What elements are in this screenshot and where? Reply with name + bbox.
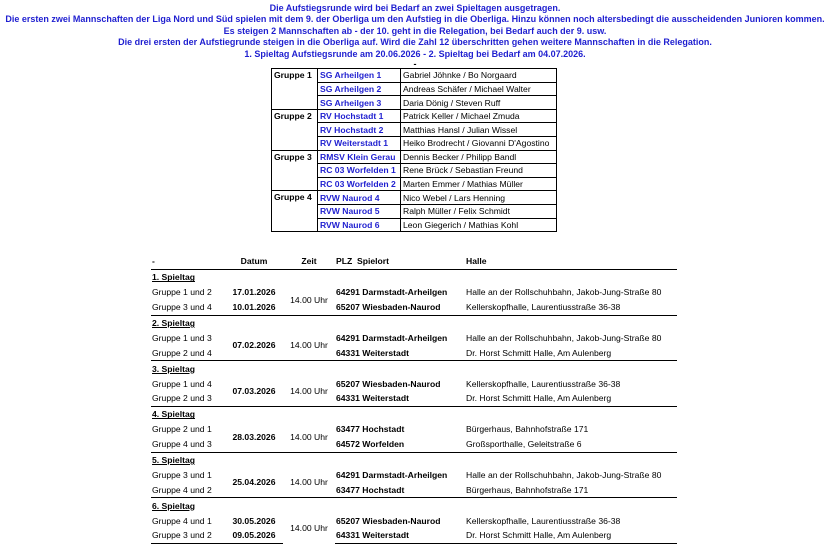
match-row (151, 330, 677, 345)
match-date: 28.03.2026 (232, 431, 276, 442)
match-time: 14.00 Uhr (290, 294, 328, 305)
match-row (151, 285, 677, 300)
match-hall: Bürgerhaus, Bahnhofstraße 171 (465, 482, 677, 497)
group-row (272, 109, 557, 123)
matchday-title: 2. Spieltag (151, 315, 677, 330)
team-name: RVW Naurod 4 (318, 191, 401, 205)
match-venue: 65207 Wiesbaden-Naurod (335, 300, 465, 315)
team-players: Marten Emmer / Mathias Müller (401, 177, 557, 191)
team-players: Daria Dönig / Steven Ruff (401, 96, 557, 110)
match-date: 09.05.2026 (225, 528, 283, 543)
team-name: RC 03 Worfelden 2 (318, 177, 401, 191)
match-hall: Dr. Horst Schmitt Halle, Am Aulenberg (465, 528, 677, 543)
team-players: Ralph Müller / Felix Schmidt (401, 204, 557, 218)
team-name: SG Arheilgen 1 (318, 69, 401, 83)
match-date: 17.01.2026 (232, 287, 276, 298)
match-hall: Dr. Horst Schmitt Halle, Am Aulenberg (465, 391, 677, 406)
matchday-title: 1. Spieltag (151, 269, 677, 284)
header-date: Datum (225, 254, 283, 269)
match-venue: 64572 Worfelden (335, 437, 465, 452)
match-venue: 63477 Hochstadt (335, 482, 465, 497)
intro-line: Die ersten zwei Mannschaften der Liga Nord und Süd spielen mit dem 9. der Oberliga um den Aufstieg in die Oberliga. Hinzu können noch altersbedingt die ausscheidenden Junioren kommen. (5, 14, 825, 25)
matchday-header (151, 269, 677, 284)
intro-line: 1. Spieltag Aufstiegsrunde am 20.06.2026 - 2. Spieltag bei Bedarf am 04.07.2026. (244, 48, 586, 59)
team-players: Andreas Schäfer / Michael Walter (401, 82, 557, 96)
match-venue: 63477 Hochstadt (336, 424, 405, 435)
schedule-header-row (151, 254, 677, 269)
team-players: Patrick Keller / Michael Zmuda (401, 109, 557, 123)
match-hall: Großsporthalle, Geleitstraße 6 (465, 437, 677, 452)
match-venue: 64291 Darmstadt-Arheilgen (336, 332, 448, 343)
team-name: RVW Naurod 6 (318, 218, 401, 232)
match-time: 14.00 Uhr (290, 386, 328, 397)
team-name: RC 03 Worfelden 1 (318, 164, 401, 178)
team-players: Gabriel Jöhnke / Bo Norgaard (401, 69, 557, 83)
match-groups: Gruppe 1 und 4 (152, 378, 212, 389)
match-row (151, 422, 677, 437)
match-venue: 65207 Wiesbaden-Naurod (336, 378, 441, 389)
matchday-header (151, 406, 677, 421)
match-groups: Gruppe 3 und 4 (151, 300, 225, 315)
header-time: Zeit (283, 254, 335, 269)
team-name: SG Arheilgen 2 (318, 82, 401, 96)
groups-table (271, 68, 557, 232)
match-groups: Gruppe 4 und 3 (151, 437, 225, 452)
match-venue: 64331 Weiterstadt (335, 391, 465, 406)
header-venue: PLZ Spielort (335, 254, 465, 269)
matchday-header (151, 315, 677, 330)
matchday-title: 5. Spieltag (151, 452, 677, 467)
match-hall: Kellerskopfhalle, Laurentiusstraße 36-38 (465, 300, 677, 315)
match-row (151, 300, 677, 315)
match-time: 14.00 Uhr (290, 431, 328, 442)
group-row (272, 69, 557, 83)
match-groups: Gruppe 1 und 3 (152, 332, 212, 343)
team-players: Nico Webel / Lars Henning (401, 191, 557, 205)
team-players: Heiko Brodrecht / Giovanni D'Agostino (401, 137, 557, 151)
intro-line: Es steigen 2 Mannschaften ab - der 10. geht in die Relegation, bei Bedarf auch der 9. usw. (223, 25, 607, 36)
header-col0: - (151, 254, 225, 269)
team-players: Rene Brück / Sebastian Freund (401, 164, 557, 178)
matchday-header (151, 452, 677, 467)
match-row (151, 376, 677, 391)
intro-line: Die drei ersten der Aufstiegrunde steigen in die Oberliga auf. Wird die Zahl 12 überschritten gehen weitere Mannschaften in die Relegation. (118, 37, 712, 48)
match-venue: 64291 Darmstadt-Arheilgen (336, 287, 448, 298)
matchday-header (151, 361, 677, 376)
intro-text (0, 0, 830, 60)
schedule-table (151, 254, 677, 544)
team-name: RV Weiterstadt 1 (318, 137, 401, 151)
match-groups: Gruppe 2 und 3 (151, 391, 225, 406)
group-name: Gruppe 1 (272, 69, 318, 110)
intro-line: Die Aufstiegsrunde wird bei Bedarf an zwei Spieltagen ausgetragen. (269, 3, 561, 13)
match-groups: Gruppe 3 und 1 (152, 469, 212, 480)
match-groups: Gruppe 4 und 1 (152, 515, 212, 526)
team-name: SG Arheilgen 3 (318, 96, 401, 110)
match-venue: 64291 Darmstadt-Arheilgen (336, 469, 448, 480)
team-name: RV Hochstadt 1 (318, 109, 401, 123)
header-hall: Halle (465, 254, 677, 269)
separator: - (413, 59, 417, 70)
match-date: 30.05.2026 (232, 515, 276, 526)
match-hall: Kellerskopfhalle, Laurentiusstraße 36-38 (466, 515, 621, 526)
matchday-title: 6. Spieltag (151, 498, 677, 513)
group-name: Gruppe 4 (272, 191, 318, 232)
match-time: 14.00 Uhr (290, 477, 328, 488)
match-date: 25.04.2026 (232, 477, 276, 488)
match-date: 07.02.2026 (232, 340, 276, 351)
match-row (151, 513, 677, 528)
match-time: 14.00 Uhr (290, 340, 328, 351)
match-venue: 65207 Wiesbaden-Naurod (336, 515, 441, 526)
match-hall: Kellerskopfhalle, Laurentiusstraße 36-38 (466, 378, 621, 389)
team-players: Leon Giegerich / Mathias Kohl (401, 218, 557, 232)
match-groups: Gruppe 3 und 2 (151, 528, 225, 543)
matchday-header (151, 498, 677, 513)
match-groups: Gruppe 2 und 1 (152, 424, 212, 435)
team-players: Dennis Becker / Philipp Bandl (401, 150, 557, 164)
group-name: Gruppe 2 (272, 109, 318, 150)
match-venue: 64331 Weiterstadt (335, 345, 465, 360)
team-name: RMSV Klein Gerau (318, 150, 401, 164)
match-time: 14.00 Uhr (290, 523, 328, 534)
matchday-title: 4. Spieltag (151, 406, 677, 421)
match-hall: Halle an der Rollschuhbahn, Jakob-Jung-Straße 80 (466, 287, 662, 298)
team-players: Matthias Hansl / Julian Wissel (401, 123, 557, 137)
match-hall: Halle an der Rollschuhbahn, Jakob-Jung-Straße 80 (466, 332, 662, 343)
match-groups: Gruppe 4 und 2 (151, 482, 225, 497)
group-name: Gruppe 3 (272, 150, 318, 191)
match-date: 07.03.2026 (232, 386, 276, 397)
match-date: 10.01.2026 (225, 300, 283, 315)
match-hall: Dr. Horst Schmitt Halle, Am Aulenberg (465, 345, 677, 360)
matchday-title: 3. Spieltag (151, 361, 677, 376)
match-row (151, 528, 677, 543)
match-groups: Gruppe 2 und 4 (151, 345, 225, 360)
match-venue: 64331 Weiterstadt (335, 528, 465, 543)
match-hall: Halle an der Rollschuhbahn, Jakob-Jung-Straße 80 (466, 469, 662, 480)
match-hall: Bürgerhaus, Bahnhofstraße 171 (466, 424, 589, 435)
match-groups: Gruppe 1 und 2 (152, 287, 212, 298)
team-name: RV Hochstadt 2 (318, 123, 401, 137)
group-row (272, 150, 557, 164)
group-row (272, 191, 557, 205)
team-name: RVW Naurod 5 (318, 204, 401, 218)
match-row (151, 467, 677, 482)
